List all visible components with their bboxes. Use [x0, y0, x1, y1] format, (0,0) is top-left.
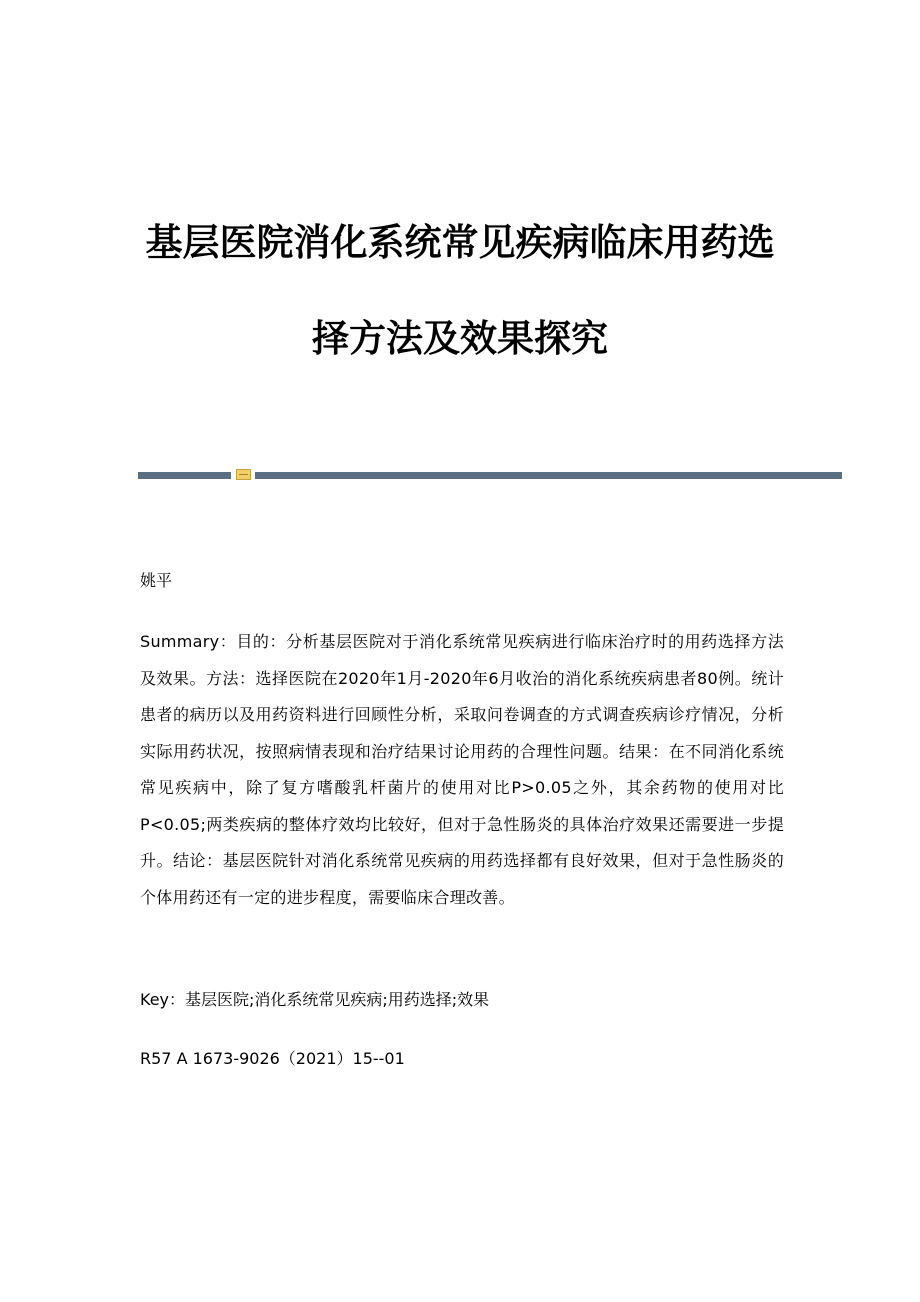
classification-code: R57 A 1673-9026（2021）15--01	[140, 1049, 405, 1068]
divider-ornament-icon	[236, 469, 251, 480]
author-name: 姚平	[140, 571, 173, 590]
divider-bar-left	[138, 472, 231, 479]
summary-paragraph: Summary：目的：分析基层医院对于消化系统常见疾病进行临床治疗时的用药选择方法及效果。方法：选择医院在2020年1月-2020年6月收治的消化系统疾病患者80例。统计患者的病历以及用药资料进行回顾性分析，采取问卷调查的方式调查疾病诊疗情况，分析实际用药状况，按照病情表现和治疗结果讨论用药的合理性问题。结果：在不同消化系统常见疾病中，除了复方嗜酸乳杆菌片的使用对比P>0.05之外，其余药物的使用对比P<0.05;两类疾病的整体疗效均比较好，但对于急性肠炎的具体治疗效果还需要进一步提升。结论：基层医院针对消化系统常见疾病的用药选择都有良好效果，但对于急性肠炎的个体用药还有一定的进步程度，需要临床合理改善。	[140, 632, 784, 907]
document-title-line-1: 基层医院消化系统常见疾病临床用药选	[145, 220, 775, 264]
divider-bar-right	[255, 472, 842, 479]
document-title-line-2: 择方法及效果探究	[312, 316, 608, 360]
keywords-line: Key：基层医院;消化系统常见疾病;用药选择;效果	[140, 990, 490, 1009]
title-divider	[138, 468, 842, 482]
